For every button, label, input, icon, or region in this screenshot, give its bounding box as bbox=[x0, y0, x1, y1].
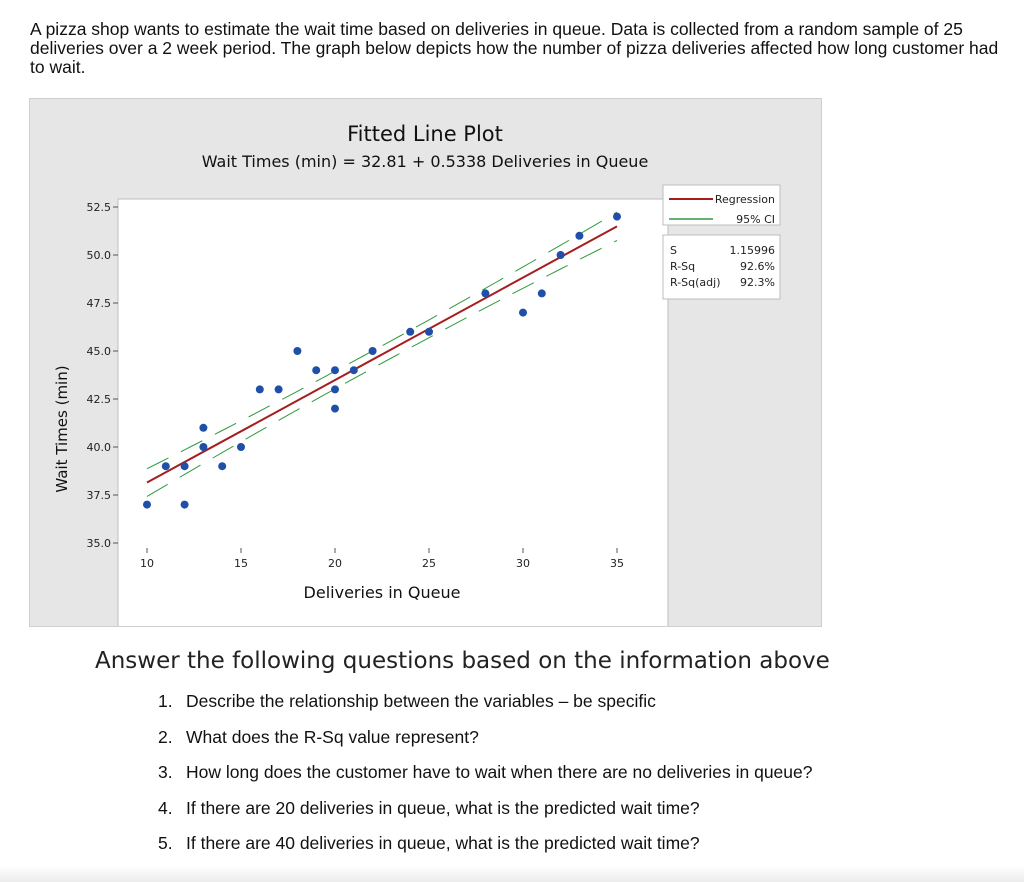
y-tick-label: 35.0 bbox=[86, 537, 111, 550]
data-point bbox=[425, 328, 433, 336]
data-point bbox=[331, 405, 339, 413]
y-tick-label: 40.0 bbox=[86, 441, 111, 454]
data-point bbox=[181, 501, 189, 509]
stat-label: R-Sq bbox=[670, 260, 696, 273]
y-tick-label: 45.0 bbox=[86, 345, 111, 358]
stat-label: S bbox=[670, 244, 677, 257]
y-tick-label: 37.5 bbox=[86, 489, 111, 502]
x-tick-label: 30 bbox=[516, 557, 530, 570]
question-item bbox=[158, 690, 813, 726]
data-point bbox=[312, 366, 320, 374]
legend-label: Regression bbox=[714, 193, 775, 206]
question-item bbox=[158, 832, 813, 868]
x-tick-label: 15 bbox=[234, 557, 248, 570]
data-point bbox=[350, 366, 358, 374]
stat-value: 1.15996 bbox=[729, 244, 775, 257]
plot-area bbox=[118, 199, 668, 626]
y-tick-label: 42.5 bbox=[86, 393, 111, 406]
x-tick-label: 25 bbox=[422, 557, 436, 570]
y-tick-label: 52.5 bbox=[86, 201, 111, 214]
chart-svg bbox=[30, 99, 821, 626]
data-point bbox=[538, 289, 546, 297]
data-point bbox=[199, 443, 207, 451]
question-text: How long does the customer have to wait when there are no deliveries in queue? bbox=[186, 762, 813, 782]
question-number: 4. bbox=[158, 797, 173, 818]
y-axis-label: Wait Times (min) bbox=[53, 365, 71, 493]
stat-label: R-Sq(adj) bbox=[670, 276, 721, 289]
legend-label: 95% CI bbox=[736, 213, 775, 226]
data-point bbox=[256, 385, 264, 393]
chart-title: Fitted Line Plot bbox=[347, 122, 503, 146]
data-point bbox=[557, 251, 565, 259]
question-number: 3. bbox=[158, 762, 173, 782]
data-point bbox=[331, 366, 339, 374]
data-point bbox=[199, 424, 207, 432]
data-point bbox=[162, 462, 170, 470]
data-point bbox=[613, 213, 621, 221]
question-item bbox=[158, 761, 813, 797]
data-point bbox=[143, 501, 151, 509]
data-point bbox=[481, 289, 489, 297]
x-axis-label: Deliveries in Queue bbox=[303, 583, 461, 602]
question-text: Describe the relationship between the variables – be specific bbox=[186, 691, 656, 711]
y-tick-label: 50.0 bbox=[86, 249, 111, 262]
question-text: What does the R-Sq value represent? bbox=[186, 726, 479, 747]
stat-value: 92.3% bbox=[740, 276, 775, 289]
data-point bbox=[406, 328, 414, 336]
question-text: If there are 20 deliveries in queue, what is the predicted wait time? bbox=[186, 797, 700, 818]
data-point bbox=[369, 347, 377, 355]
questions-list bbox=[158, 690, 813, 868]
stat-value: 92.6% bbox=[740, 260, 775, 273]
chart-subtitle: Wait Times (min) = 32.81 + 0.5338 Deliveries in Queue bbox=[201, 152, 649, 171]
question-number: 5. bbox=[158, 833, 173, 853]
question-text: If there are 40 deliveries in queue, what is the predicted wait time? bbox=[186, 833, 700, 853]
bottom-edge bbox=[0, 866, 1024, 882]
y-tick-label: 47.5 bbox=[86, 297, 111, 310]
question-number: 2. bbox=[158, 726, 173, 747]
data-point bbox=[275, 385, 283, 393]
question-item bbox=[158, 726, 813, 762]
question-number: 1. bbox=[158, 691, 173, 711]
data-point bbox=[218, 462, 226, 470]
data-point bbox=[181, 462, 189, 470]
data-point bbox=[519, 309, 527, 317]
questions-heading: Answer the following questions based on the information above bbox=[95, 648, 830, 674]
data-point bbox=[237, 443, 245, 451]
x-tick-label: 35 bbox=[610, 557, 624, 570]
x-tick-label: 20 bbox=[328, 557, 342, 570]
fitted-line-plot bbox=[29, 98, 822, 627]
data-point bbox=[331, 385, 339, 393]
data-point bbox=[575, 232, 583, 240]
data-point bbox=[293, 347, 301, 355]
x-tick-label: 10 bbox=[140, 557, 154, 570]
question-item bbox=[158, 797, 813, 833]
intro-paragraph: A pizza shop wants to estimate the wait time based on deliveries in queue. Data is collected from a random sample of 25 deliveries over a 2 week period. The graph below depicts how the number of pizza deliveries affected how long customer had to wait. bbox=[30, 19, 999, 77]
